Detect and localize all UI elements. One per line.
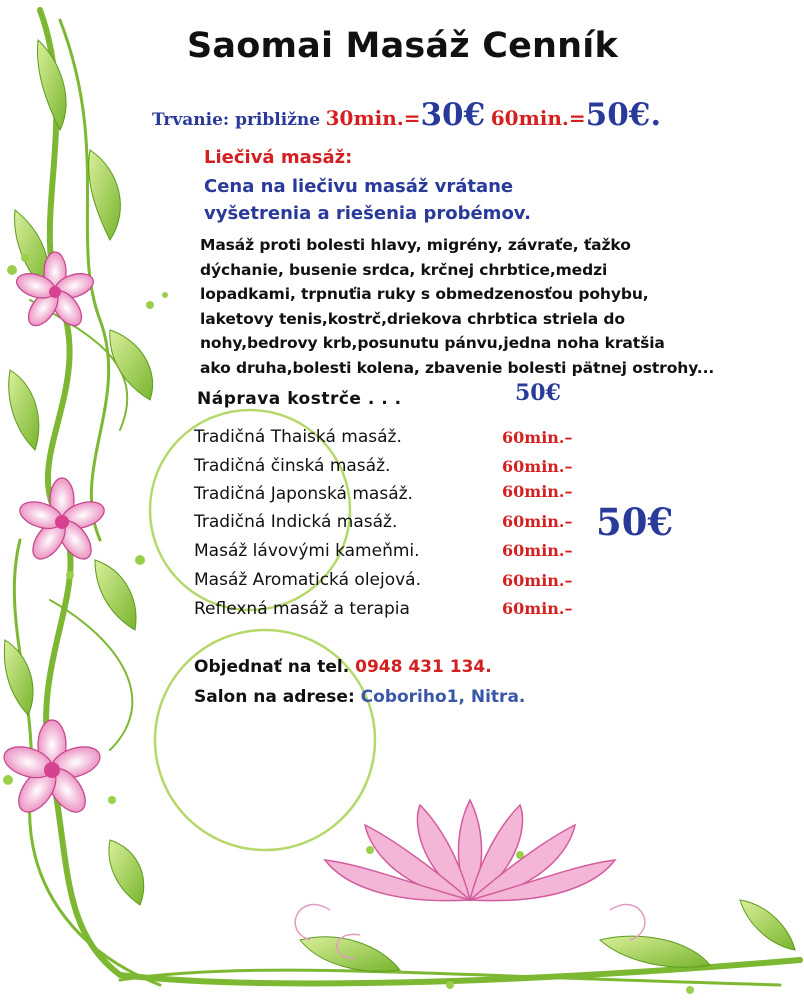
symptoms-text xyxy=(200,233,714,380)
symptom-line: nohy,bedrovy krb,posunutu pánvu,jedna noha kratšia xyxy=(200,334,665,352)
contact-address-line xyxy=(194,687,525,707)
symptom-line: ako druha,bolesti kolena, zbavenie bolesti pätnej ostrohy... xyxy=(200,358,715,377)
symptom-line: dýchanie, busenie srdca, krčnej chrbtice,medzi xyxy=(200,260,608,279)
naprava-label: Náprava kostrče . . . xyxy=(197,389,402,409)
service-duration: 60min.– xyxy=(502,599,573,618)
symptom-line: lopadkami, trpnuťia ruky s obmedzenosťou pohybu, xyxy=(200,285,649,303)
service-name: Tradičná Thaiská masáž. xyxy=(194,427,402,447)
page-title: Saomai Masáž Cenník xyxy=(187,26,618,66)
service-duration: 60min.– xyxy=(502,428,573,447)
phone-label: Objednať na tel. xyxy=(194,657,350,677)
duration-long-time: 60min.= xyxy=(490,106,586,130)
healing-title: Liečivá masáž: xyxy=(204,147,353,168)
flower-icon xyxy=(16,478,107,565)
service-duration: 60min.– xyxy=(502,571,573,590)
duration-line xyxy=(152,97,661,133)
service-duration: 60min.– xyxy=(502,541,573,560)
healing-description-line: vyšetrenia a riešenia probémov. xyxy=(204,203,531,224)
duration-short-price: 30€ xyxy=(420,97,486,133)
service-name: Masáž Aromatická olejová. xyxy=(194,570,422,590)
healing-description xyxy=(204,173,531,227)
service-name: Reflexná masáž a terapia xyxy=(194,599,410,619)
duration-label: Trvanie: približne xyxy=(152,110,321,130)
swirl-decoration xyxy=(150,410,375,850)
service-duration: 60min.– xyxy=(502,457,573,476)
phone-number[interactable]: 0948 431 134. xyxy=(355,657,492,677)
address-label: Salon na adrese: xyxy=(194,687,355,707)
service-name: Tradičná Indická masáž. xyxy=(194,512,398,532)
service-duration: 60min.– xyxy=(502,512,573,531)
service-name: Masáž lávovými kameňmi. xyxy=(194,541,420,561)
duration-short-time: 30min.= xyxy=(325,106,421,130)
flower-icon xyxy=(0,720,104,819)
services-price: 50€ xyxy=(596,500,674,544)
address-value: Coboriho1, Nitra. xyxy=(360,687,526,707)
naprava-price: 50€ xyxy=(515,380,561,406)
symptom-line: laketovy tenis,kostrč,driekova chrbtica striela do xyxy=(200,309,625,328)
service-name: Tradičná činská masáž. xyxy=(194,456,391,476)
healing-description-line: Cena na liečivu masáž vrátane xyxy=(204,176,514,197)
contact-phone-line xyxy=(194,657,492,677)
service-name: Tradičná Japonská masáž. xyxy=(194,484,413,504)
service-duration: 60min.– xyxy=(502,482,573,501)
duration-long-price: 50€. xyxy=(585,97,662,133)
symptom-line: Masáž proti bolesti hlavy, migrény, závraťe, ťažko xyxy=(200,236,631,254)
